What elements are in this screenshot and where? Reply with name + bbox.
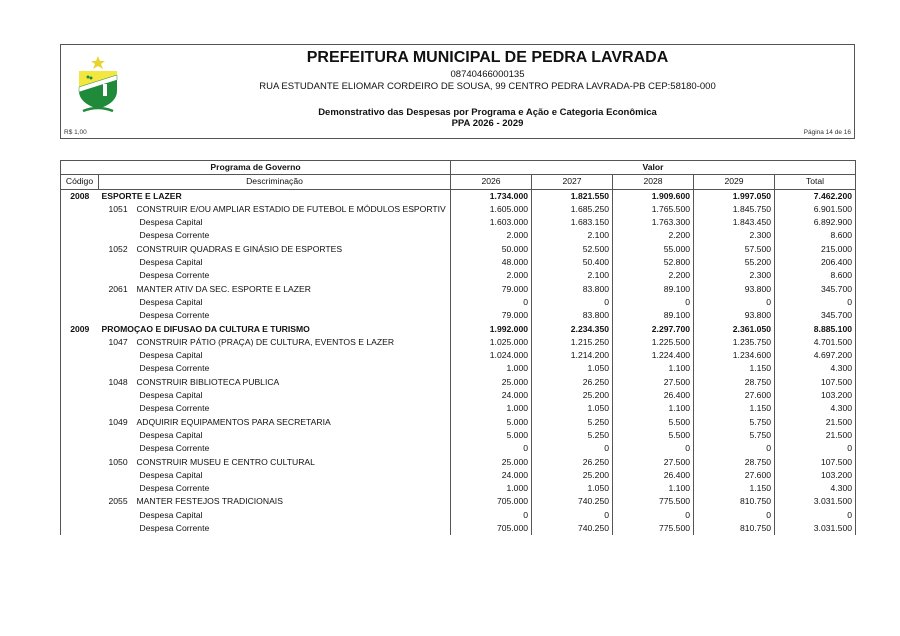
description-cell xyxy=(99,442,451,455)
program-code xyxy=(61,296,99,309)
description-cell xyxy=(99,522,451,535)
value-2027: 1.685.250 xyxy=(532,203,613,216)
category-row xyxy=(61,442,856,455)
value-2028: 775.500 xyxy=(613,495,694,508)
program-code xyxy=(61,269,99,282)
action-row xyxy=(61,376,856,389)
currency-unit: R$ 1,00 xyxy=(64,129,87,136)
value-2029: 2.361.050 xyxy=(694,323,775,336)
value-2026: 79.000 xyxy=(451,283,532,296)
value-total: 3.031.500 xyxy=(775,495,856,508)
value-2027: 83.800 xyxy=(532,309,613,322)
value-2027: 0 xyxy=(532,296,613,309)
value-2027: 26.250 xyxy=(532,376,613,389)
description-cell xyxy=(99,283,451,296)
value-2028: 27.500 xyxy=(613,376,694,389)
value-2029: 810.750 xyxy=(694,522,775,535)
program-code xyxy=(61,336,99,349)
expense-table xyxy=(60,160,856,535)
program-code xyxy=(61,203,99,216)
value-total: 6.901.500 xyxy=(775,203,856,216)
value-2026: 0 xyxy=(451,509,532,522)
description-cell xyxy=(99,456,451,469)
description-cell xyxy=(99,296,451,309)
program-code xyxy=(61,442,99,455)
program-code: 2008 xyxy=(61,189,99,203)
description-cell xyxy=(99,256,451,269)
program-code xyxy=(61,509,99,522)
value-2028: 1.225.500 xyxy=(613,336,694,349)
program-row xyxy=(61,189,856,203)
category-description: Despesa Capital xyxy=(139,390,203,401)
col-header-2027: 2027 xyxy=(532,175,613,189)
col-header-desc: Descriminação xyxy=(99,175,451,189)
page-number: Página 14 de 16 xyxy=(803,129,851,136)
value-2026: 0 xyxy=(451,442,532,455)
value-2026: 1.734.000 xyxy=(451,189,532,203)
value-2029: 27.600 xyxy=(694,469,775,482)
value-total: 4.300 xyxy=(775,482,856,495)
description-cell xyxy=(99,429,451,442)
col-header-total: Total xyxy=(775,175,856,189)
value-2029: 1.997.050 xyxy=(694,189,775,203)
value-2027: 25.200 xyxy=(532,469,613,482)
action-code: 2055 xyxy=(108,496,128,507)
category-row xyxy=(61,216,856,229)
col-header-2029: 2029 xyxy=(694,175,775,189)
value-2027: 1.214.200 xyxy=(532,349,613,362)
value-2029: 28.750 xyxy=(694,456,775,469)
program-code xyxy=(61,429,99,442)
value-2028: 1.763.300 xyxy=(613,216,694,229)
value-2026: 0 xyxy=(451,296,532,309)
value-2026: 25.000 xyxy=(451,456,532,469)
description-cell xyxy=(99,416,451,429)
program-code xyxy=(61,402,99,415)
description-cell: ESPORTE E LAZER xyxy=(101,190,182,201)
program-code xyxy=(61,389,99,402)
value-total: 4.300 xyxy=(775,362,856,375)
value-2026: 24.000 xyxy=(451,469,532,482)
category-description: Despesa Corrente xyxy=(139,443,210,454)
value-total: 4.300 xyxy=(775,402,856,415)
description-cell xyxy=(99,469,451,482)
description-cell xyxy=(99,243,451,256)
value-2028: 775.500 xyxy=(613,522,694,535)
description-cell xyxy=(99,309,451,322)
value-2028: 52.800 xyxy=(613,256,694,269)
value-total: 4.701.500 xyxy=(775,336,856,349)
category-row xyxy=(61,256,856,269)
value-2026: 5.000 xyxy=(451,429,532,442)
value-2026: 48.000 xyxy=(451,256,532,269)
action-code: 1051 xyxy=(108,203,128,214)
value-2026: 25.000 xyxy=(451,376,532,389)
value-2028: 26.400 xyxy=(613,469,694,482)
value-2027: 740.250 xyxy=(532,495,613,508)
category-description: Despesa Corrente xyxy=(139,270,210,281)
value-2027: 1.050 xyxy=(532,482,613,495)
value-2027: 2.100 xyxy=(532,229,613,242)
value-total: 7.462.200 xyxy=(775,189,856,203)
value-2027: 1.050 xyxy=(532,362,613,375)
value-2028: 1.100 xyxy=(613,482,694,495)
category-description: Despesa Capital xyxy=(139,429,203,440)
value-2027: 1.683.150 xyxy=(532,216,613,229)
value-2029: 5.750 xyxy=(694,429,775,442)
value-2029: 27.600 xyxy=(694,389,775,402)
value-2028: 27.500 xyxy=(613,456,694,469)
category-row xyxy=(61,402,856,415)
program-code xyxy=(61,495,99,508)
ppa-period: PPA 2026 - 2029 xyxy=(451,118,524,129)
program-code xyxy=(61,362,99,375)
description-cell xyxy=(99,336,451,349)
action-code: 1050 xyxy=(108,456,128,467)
value-2026: 50.000 xyxy=(451,243,532,256)
value-total: 107.500 xyxy=(775,376,856,389)
value-2028: 1.909.600 xyxy=(613,189,694,203)
action-description: CONSTRUIR E/OU AMPLIAR ESTADIO DE FUTEBOL E MÓDULOS ESPORTIV xyxy=(136,203,446,214)
value-2026: 1.603.000 xyxy=(451,216,532,229)
action-row xyxy=(61,416,856,429)
expense-table-container xyxy=(60,160,855,535)
value-2026: 1.025.000 xyxy=(451,336,532,349)
value-2028: 1.765.500 xyxy=(613,203,694,216)
action-code: 1049 xyxy=(108,416,128,427)
category-row xyxy=(61,429,856,442)
action-code: 1052 xyxy=(108,243,128,254)
value-2026: 1.000 xyxy=(451,482,532,495)
value-2029: 1.150 xyxy=(694,362,775,375)
action-description: CONSTRUIR MUSEU E CENTRO CULTURAL xyxy=(136,456,315,467)
value-2028: 1.224.400 xyxy=(613,349,694,362)
category-row xyxy=(61,362,856,375)
description-cell: PROMOÇAO E DIFUSAO DA CULTURA E TURISMO xyxy=(101,323,310,334)
action-description: MANTER FESTEJOS TRADICIONAIS xyxy=(136,496,283,507)
program-code xyxy=(61,349,99,362)
description-cell xyxy=(99,229,451,242)
value-total: 0 xyxy=(775,509,856,522)
value-total: 21.500 xyxy=(775,416,856,429)
value-total: 0 xyxy=(775,296,856,309)
value-total: 103.200 xyxy=(775,389,856,402)
category-row xyxy=(61,296,856,309)
category-row xyxy=(61,522,856,535)
program-row xyxy=(61,323,856,336)
action-code: 1047 xyxy=(108,336,128,347)
program-code xyxy=(61,309,99,322)
category-description: Despesa Corrente xyxy=(139,310,210,321)
action-row xyxy=(61,495,856,508)
program-code xyxy=(61,456,99,469)
description-cell xyxy=(99,203,451,216)
value-2029: 2.300 xyxy=(694,269,775,282)
value-2027: 0 xyxy=(532,442,613,455)
description-cell xyxy=(99,509,451,522)
category-description: Despesa Capital xyxy=(139,296,203,307)
value-2029: 0 xyxy=(694,442,775,455)
value-2029: 93.800 xyxy=(694,283,775,296)
program-code xyxy=(61,522,99,535)
value-2027: 52.500 xyxy=(532,243,613,256)
category-row xyxy=(61,349,856,362)
value-2027: 5.250 xyxy=(532,416,613,429)
description-cell xyxy=(99,269,451,282)
value-total: 345.700 xyxy=(775,309,856,322)
value-2028: 26.400 xyxy=(613,389,694,402)
category-description: Despesa Corrente xyxy=(139,403,210,414)
value-2026: 1.000 xyxy=(451,362,532,375)
value-2026: 79.000 xyxy=(451,309,532,322)
category-row xyxy=(61,389,856,402)
value-2027: 1.050 xyxy=(532,402,613,415)
action-description: CONSTRUIR PÁTIO (PRAÇA) DE CULTURA, EVENTOS E LAZER xyxy=(136,336,395,347)
address: RUA ESTUDANTE ELIOMAR CORDEIRO DE SOUSA, 99 CENTRO PEDRA LAVRADA-PB CEP:58180-000 xyxy=(259,81,716,92)
program-code xyxy=(61,376,99,389)
value-total: 206.400 xyxy=(775,256,856,269)
value-2027: 0 xyxy=(532,509,613,522)
value-2026: 1.605.000 xyxy=(451,203,532,216)
value-2027: 25.200 xyxy=(532,389,613,402)
value-2029: 810.750 xyxy=(694,495,775,508)
value-2026: 2.000 xyxy=(451,269,532,282)
value-2028: 1.100 xyxy=(613,402,694,415)
col-header-2028: 2028 xyxy=(613,175,694,189)
action-row xyxy=(61,336,856,349)
value-total: 103.200 xyxy=(775,469,856,482)
group-header-program: Programa de Governo xyxy=(61,161,451,175)
value-2027: 2.100 xyxy=(532,269,613,282)
value-2027: 83.800 xyxy=(532,283,613,296)
value-2029: 1.150 xyxy=(694,402,775,415)
value-2027: 740.250 xyxy=(532,522,613,535)
program-code xyxy=(61,482,99,495)
value-2026: 1.000 xyxy=(451,402,532,415)
program-code xyxy=(61,416,99,429)
value-2029: 1.150 xyxy=(694,482,775,495)
category-row xyxy=(61,509,856,522)
category-row xyxy=(61,229,856,242)
value-total: 21.500 xyxy=(775,429,856,442)
program-code xyxy=(61,243,99,256)
category-description: Despesa Corrente xyxy=(139,523,210,534)
action-row xyxy=(61,203,856,216)
value-2029: 1.845.750 xyxy=(694,203,775,216)
description-cell xyxy=(99,362,451,375)
action-description: CONSTRUIR BIBLIOTECA PUBLICA xyxy=(136,376,280,387)
col-header-2026: 2026 xyxy=(451,175,532,189)
report-header xyxy=(60,44,855,139)
value-2027: 26.250 xyxy=(532,456,613,469)
value-2026: 705.000 xyxy=(451,522,532,535)
value-2026: 1.024.000 xyxy=(451,349,532,362)
action-row xyxy=(61,243,856,256)
action-description: MANTER ATIV DA SEC. ESPORTE E LAZER xyxy=(136,283,311,294)
value-2028: 0 xyxy=(613,509,694,522)
value-total: 215.000 xyxy=(775,243,856,256)
value-2026: 24.000 xyxy=(451,389,532,402)
category-description: Despesa Capital xyxy=(139,509,203,520)
value-2029: 1.843.450 xyxy=(694,216,775,229)
value-2029: 2.300 xyxy=(694,229,775,242)
group-header-value: Valor xyxy=(451,161,856,175)
value-2028: 2.200 xyxy=(613,229,694,242)
value-2026: 705.000 xyxy=(451,495,532,508)
program-code xyxy=(61,469,99,482)
action-description: CONSTRUIR QUADRAS E GINÁSIO DE ESPORTES xyxy=(136,243,343,254)
value-2028: 55.000 xyxy=(613,243,694,256)
category-description: Despesa Capital xyxy=(139,469,203,480)
value-2028: 1.100 xyxy=(613,362,694,375)
description-cell xyxy=(99,495,451,508)
category-description: Despesa Corrente xyxy=(139,483,210,494)
value-2027: 5.250 xyxy=(532,429,613,442)
action-code: 2061 xyxy=(108,283,128,294)
category-row xyxy=(61,269,856,282)
category-row xyxy=(61,469,856,482)
col-header-code: Código xyxy=(61,175,99,189)
value-2028: 5.500 xyxy=(613,416,694,429)
value-2029: 0 xyxy=(694,296,775,309)
value-2027: 1.821.550 xyxy=(532,189,613,203)
value-total: 8.600 xyxy=(775,269,856,282)
action-description: ADQUIRIR EQUIPAMENTOS PARA SECRETARIA xyxy=(136,416,331,427)
value-total: 8.885.100 xyxy=(775,323,856,336)
value-2027: 2.234.350 xyxy=(532,323,613,336)
description-cell xyxy=(99,376,451,389)
value-total: 8.600 xyxy=(775,229,856,242)
value-2029: 1.234.600 xyxy=(694,349,775,362)
value-total: 345.700 xyxy=(775,283,856,296)
program-code xyxy=(61,216,99,229)
category-description: Despesa Capital xyxy=(139,350,203,361)
category-description: Despesa Capital xyxy=(139,217,203,228)
value-2026: 1.992.000 xyxy=(451,323,532,336)
description-cell xyxy=(99,216,451,229)
value-2029: 93.800 xyxy=(694,309,775,322)
action-row xyxy=(61,283,856,296)
description-cell xyxy=(99,482,451,495)
value-2029: 57.500 xyxy=(694,243,775,256)
value-2028: 0 xyxy=(613,442,694,455)
value-2027: 1.215.250 xyxy=(532,336,613,349)
value-2028: 89.100 xyxy=(613,283,694,296)
category-row xyxy=(61,482,856,495)
table-body xyxy=(61,189,856,535)
program-code xyxy=(61,229,99,242)
cnpj: 08740466000135 xyxy=(450,69,525,80)
value-2028: 0 xyxy=(613,296,694,309)
value-2028: 89.100 xyxy=(613,309,694,322)
value-total: 6.892.900 xyxy=(775,216,856,229)
action-row xyxy=(61,456,856,469)
value-2028: 2.200 xyxy=(613,269,694,282)
municipality-title: PREFEITURA MUNICIPAL DE PEDRA LAVRADA xyxy=(306,49,669,66)
description-cell xyxy=(99,389,451,402)
value-total: 3.031.500 xyxy=(775,522,856,535)
program-code: 2009 xyxy=(61,323,99,336)
value-2027: 50.400 xyxy=(532,256,613,269)
value-2029: 28.750 xyxy=(694,376,775,389)
program-code xyxy=(61,256,99,269)
value-2029: 0 xyxy=(694,509,775,522)
program-code xyxy=(61,283,99,296)
category-row xyxy=(61,309,856,322)
report-title: Demonstrativo das Despesas por Programa e Ação e Categoria Econômica xyxy=(318,107,657,118)
value-2029: 55.200 xyxy=(694,256,775,269)
action-code: 1048 xyxy=(108,376,128,387)
description-cell xyxy=(99,402,451,415)
description-cell xyxy=(99,349,451,362)
category-description: Despesa Capital xyxy=(139,257,203,268)
value-total: 4.697.200 xyxy=(775,349,856,362)
category-description: Despesa Corrente xyxy=(139,230,210,241)
value-2028: 5.500 xyxy=(613,429,694,442)
value-2026: 5.000 xyxy=(451,416,532,429)
value-total: 0 xyxy=(775,442,856,455)
value-2029: 1.235.750 xyxy=(694,336,775,349)
value-2028: 2.297.700 xyxy=(613,323,694,336)
category-description: Despesa Corrente xyxy=(139,363,210,374)
value-2026: 2.000 xyxy=(451,229,532,242)
value-total: 107.500 xyxy=(775,456,856,469)
value-2029: 5.750 xyxy=(694,416,775,429)
